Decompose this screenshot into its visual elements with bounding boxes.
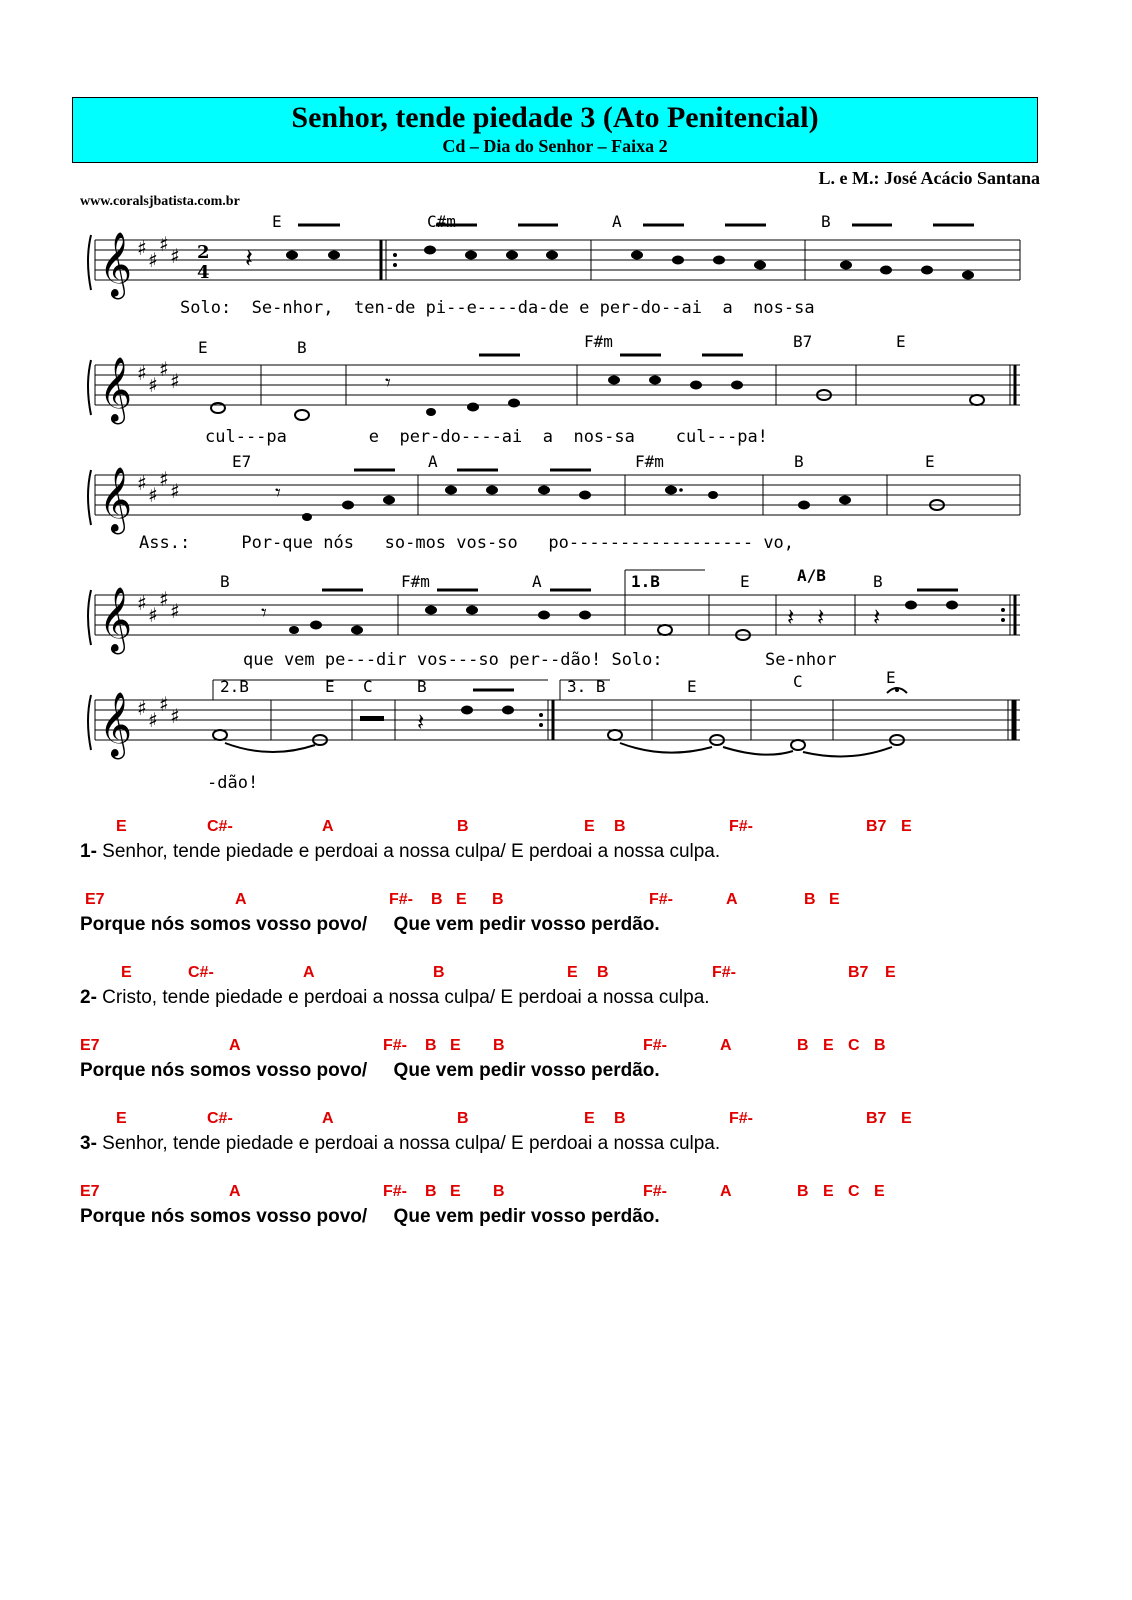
staff-lyrics: Solo: Se-nhor, ten-de pi--e----da-de e per-do--ai a nos-sa [180,298,815,318]
chord: E [116,1110,127,1127]
chord: E [823,1183,834,1200]
chord: A [322,818,334,835]
chord: F#- [643,1037,667,1054]
chord: E [901,818,912,835]
chord-label: B [873,572,883,591]
svg-text:♯: ♯ [170,479,180,503]
treble-clef-icon: 𝄞 [99,692,133,757]
song-title: Senhor, tende piedade 3 (Ato Penitencial) [291,101,819,134]
title-box [72,97,1038,163]
chord: B [804,891,816,908]
treble-clef-icon: 𝄞 [99,467,133,532]
svg-text:♯: ♯ [148,483,158,507]
chord-line [80,964,980,986]
svg-text:♯: ♯ [159,692,169,716]
chord: F#- [383,1183,407,1200]
chord-label: B [220,572,230,591]
verse-line [80,986,980,1010]
chord: E [450,1037,461,1054]
chord: B [431,891,443,908]
verse-number: 2- [80,987,97,1008]
chord: A [235,891,247,908]
chord: F#- [643,1183,667,1200]
chord-label: E [886,668,896,687]
chord: A [229,1183,241,1200]
chord: E [823,1037,834,1054]
chord: E [584,818,595,835]
chord: F#- [649,891,673,908]
chord: E [567,964,578,981]
response-2 [80,1037,980,1110]
svg-text:♯: ♯ [137,696,147,720]
chord: F#- [383,1037,407,1054]
chord: F#- [729,1110,753,1127]
chord: B [457,818,469,835]
song-subtitle: Cd – Dia do Senhor – Faixa 2 [442,136,668,156]
svg-text:♯: ♯ [148,603,158,627]
staff-lyrics: que vem pe---dir vos---so per--dão! Solo: Se-nhor [243,650,837,670]
website-link[interactable]: www.coralsjbatista.com.br [80,194,240,209]
chord: E [456,891,467,908]
chord: B [492,891,504,908]
chord: B [493,1183,505,1200]
music-score [75,205,1035,805]
chord-label: B7 [793,332,813,351]
chord-label: E [896,332,906,351]
verse-text: Senhor, tende piedade e perdoai a nossa culpa/ E perdoai a nossa culpa. [96,841,721,862]
chord: A [229,1037,241,1054]
staff-lyrics: -dão! [207,773,259,793]
treble-clef-icon: 𝄞 [99,232,133,297]
chord-label: A/B [797,566,826,585]
verse-number: 3- [80,1133,97,1154]
chord: E [116,818,127,835]
chord-line [80,1037,980,1059]
svg-text:♯: ♯ [170,599,180,623]
chord-line [80,891,980,913]
chord: B7 [866,1110,887,1127]
chord: E [450,1183,461,1200]
chord-label: A [428,452,438,471]
chord-label: B [794,452,804,471]
verse-number: 1- [80,841,97,862]
treble-clef-icon: 𝄞 [99,587,133,652]
chord: E [901,1110,912,1127]
chord: B [597,964,609,981]
chord-label: 3. B [567,677,606,696]
chord: F#- [712,964,736,981]
svg-text:♯: ♯ [159,467,169,491]
author-credit: L. e M.: José Acácio Santana [818,168,1040,188]
verse-1 [80,818,980,891]
chord: A [720,1037,732,1054]
svg-text:♯: ♯ [137,471,147,495]
chord: B [797,1037,809,1054]
chord: B [493,1037,505,1054]
treble-clef-icon: 𝄞 [99,357,133,422]
staff-2 [88,332,1020,447]
chord-label: A [612,212,622,231]
chord: B7 [866,818,887,835]
verses-section [80,818,980,1256]
svg-text:♯: ♯ [137,361,147,385]
chord-label: E7 [232,452,252,471]
svg-text:♯: ♯ [159,232,169,256]
chord: B [614,1110,626,1127]
chord-label: C [363,677,373,696]
svg-text:𝄽: 𝄽 [873,603,881,631]
chord: F#- [729,818,753,835]
chord: E [885,964,896,981]
staff-4 [88,566,1020,670]
svg-text:♯: ♯ [159,357,169,381]
svg-text:♯: ♯ [137,591,147,615]
chord-line [80,1110,980,1132]
chord: C#- [207,818,233,835]
chord: E7 [85,891,105,908]
chord: E [829,891,840,908]
svg-text:♯: ♯ [170,244,180,268]
chord-label: F#m [584,332,613,351]
verse-line [80,840,980,864]
chord-label: 2.B [220,677,249,696]
svg-text:♯: ♯ [170,704,180,728]
verse-2 [80,964,980,1037]
verse-text: Senhor, tende piedade e perdoai a nossa culpa/ E perdoai a nossa culpa. [96,1133,721,1154]
svg-text:𝄾: 𝄾 [261,601,267,626]
chord-label: E [740,572,750,591]
svg-text:♯: ♯ [148,708,158,732]
svg-text:𝄾: 𝄾 [385,371,391,396]
svg-text:𝄽: 𝄽 [245,244,253,274]
response-line: Porque nós somos vosso povo/ Que vem pedir vosso perdão. [80,914,660,935]
chord: B [797,1183,809,1200]
chord-label: E [925,452,935,471]
chord: B [425,1037,437,1054]
chord: A [303,964,315,981]
svg-text:♯: ♯ [170,369,180,393]
response-line: Porque nós somos vosso povo/ Que vem pedir vosso perdão. [80,1206,660,1227]
svg-text:𝄾: 𝄾 [275,481,281,506]
chord: A [720,1183,732,1200]
chord-line [80,818,980,840]
chord-line [80,1183,980,1205]
chord-label: E [687,677,697,696]
svg-text:♯: ♯ [148,373,158,397]
staff-lyrics: cul---pa e per-do----ai a nos-sa cul---pa! [205,427,768,447]
chord: F#- [389,891,413,908]
chord: E [584,1110,595,1127]
response-3 [80,1183,980,1256]
chord: B7 [848,964,869,981]
chord: C [848,1183,860,1200]
chord: C#- [207,1110,233,1127]
chord: C#- [188,964,214,981]
chord-label: C#m [427,212,456,231]
chord: B [433,964,445,981]
chord-label: C [793,672,803,691]
chord-label: F#m [635,452,664,471]
chord: C [848,1037,860,1054]
chord: E7 [80,1037,100,1054]
chord: A [726,891,738,908]
svg-text:𝄽: 𝄽 [817,603,825,631]
staff-5 [88,668,1020,793]
svg-text:4: 4 [197,262,210,283]
svg-text:𝄽: 𝄽 [417,708,425,736]
svg-text:♯: ♯ [137,236,147,260]
response-line: Porque nós somos vosso povo/ Que vem pedir vosso perdão. [80,1060,660,1081]
chord: E [121,964,132,981]
chord: B [614,818,626,835]
chord-label: B [417,677,427,696]
chord-label: B [821,212,831,231]
chord: A [322,1110,334,1127]
svg-text:♯: ♯ [148,248,158,272]
chord: B [457,1110,469,1127]
chord-label: A [532,572,542,591]
response-1 [80,891,980,964]
svg-text:𝄽: 𝄽 [787,603,795,631]
svg-text:2: 2 [197,242,210,263]
verse-text: Cristo, tende piedade e perdoai a nossa culpa/ E perdoai a nossa culpa. [96,987,710,1008]
staff-3 [88,452,1020,553]
staff-lyrics: Ass.: Por-que nós so-mos vos-so po------------------ vo, [139,533,795,553]
verse-3 [80,1110,980,1183]
chord: B [874,1037,886,1054]
chord-label: E [325,677,335,696]
chord-label: 1.B [631,572,660,591]
chord: E [874,1183,885,1200]
chord: B [425,1183,437,1200]
chord-label: E [198,338,208,357]
chord: E7 [80,1183,100,1200]
staff-1 [88,212,1020,318]
chord-label: E [272,212,282,231]
chord-label: F#m [401,572,430,591]
svg-text:♯: ♯ [159,587,169,611]
verse-line [80,1132,980,1156]
chord-label: B [297,338,307,357]
